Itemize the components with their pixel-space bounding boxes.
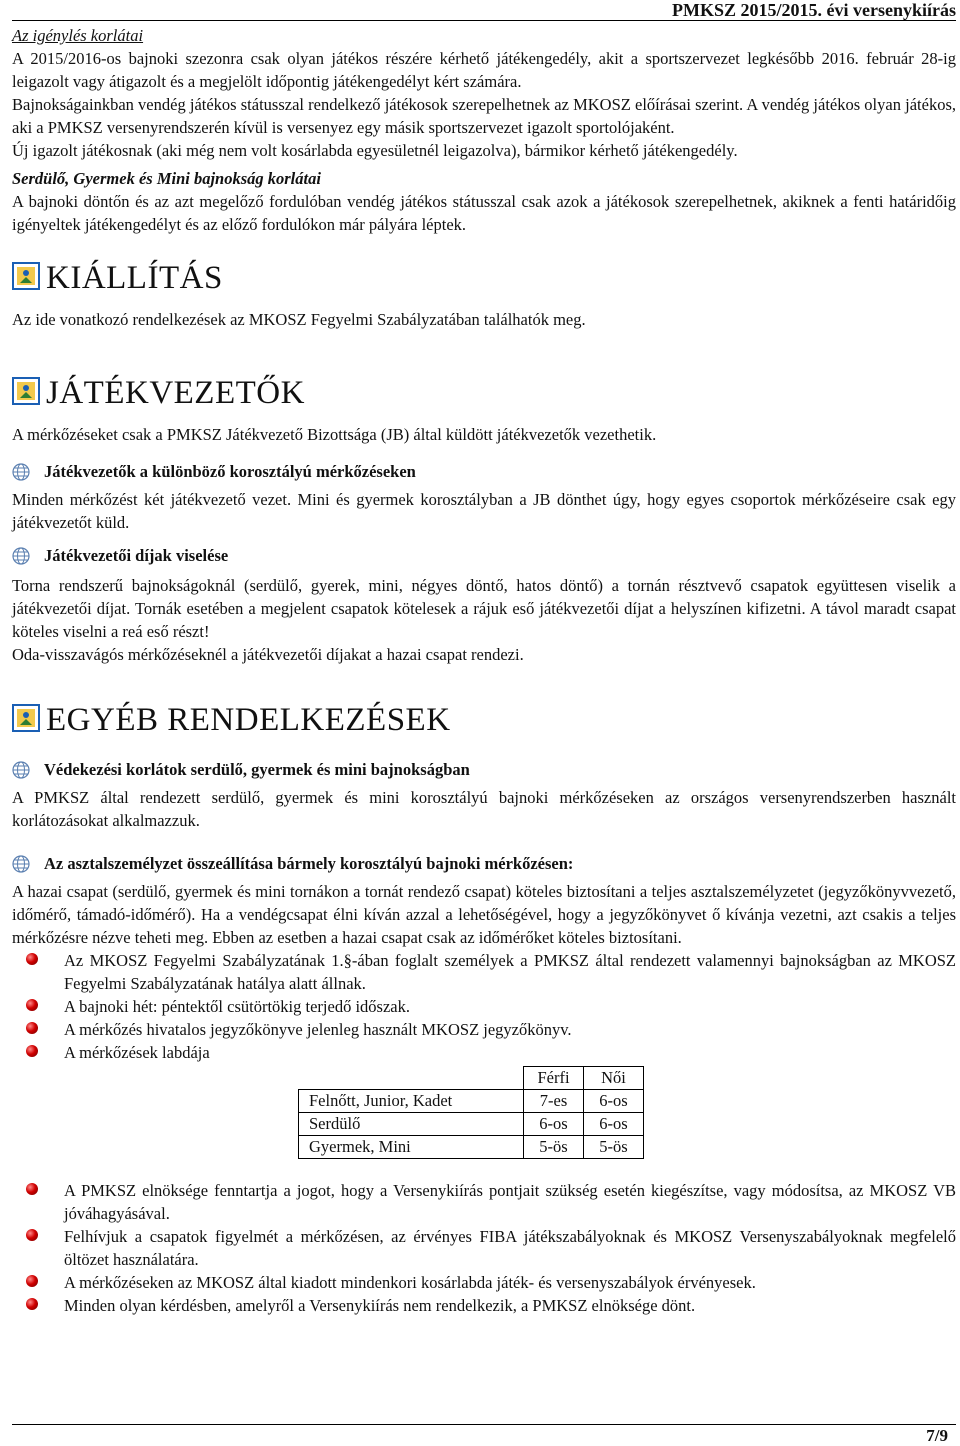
page-content xyxy=(12,24,956,1317)
table-row xyxy=(299,1090,644,1113)
list-item xyxy=(12,995,956,1018)
paragraph: A mérkőzéseket csak a PMKSZ Játékvezető Bizottsága (JB) által küldött játékvezetők vezethetik. xyxy=(12,425,657,444)
table-header-cell: Férfi xyxy=(524,1067,584,1090)
paragraph: Minden mérkőzést két játékvezető vezet. Mini és gyermek korosztályban a JB dönthet úgy, hogy egyes csoportok mérkőzéseire csak egy játékvezetőt küld. xyxy=(12,490,956,532)
list-item-text: Felhívjuk a csapatok figyelmét a mérkőzésen, az érvényes FIBA játékszabályoknak és MKOSZ Versenyszabályoknak megfelelő öltözet használatára. xyxy=(64,1227,956,1269)
heading-text: EGYÉB RENDELKEZÉSEK xyxy=(46,702,451,738)
heading-kiallitas xyxy=(12,256,956,296)
table-cell: 6-os xyxy=(584,1113,644,1136)
table-cell: 7-es xyxy=(524,1090,584,1113)
subheading-jv-dijak xyxy=(12,544,956,568)
paragraph: Új igazolt játékosnak (aki még nem volt kosárlabda egyesületnél leigazolva), bármikor kérhető játékengedély. xyxy=(12,141,738,160)
header-divider xyxy=(12,20,956,21)
paragraph: A 2015/2016-os bajnoki szezonra csak olyan játékos részére kérhető játékengedély, akit a sportszervezet legkésőbb 2016. február 28-ig leigazolt vagy átigazolt és a megjelölt időpontig játékengedélyt kért számára. xyxy=(12,49,956,91)
red-ball-bullet-icon xyxy=(26,1022,38,1034)
section-heading-icon xyxy=(12,262,40,290)
bullet-list-a xyxy=(12,949,956,1064)
list-item xyxy=(12,1018,956,1041)
table-cell: 5-ös xyxy=(584,1136,644,1159)
red-ball-bullet-icon xyxy=(26,1229,38,1241)
subheading-text: Védekezési korlátok serdülő, gyermek és mini bajnokságban xyxy=(44,760,470,779)
paragraph: Oda-visszavágós mérkőzéseknél a játékvezetői díjakat a hazai csapat rendezi. xyxy=(12,645,524,664)
paragraph: A PMKSZ által rendezett serdülő, gyermek és mini korosztályú bajnoki mérkőzéseken az országos versenyrendszerben használt korlátozásokat alkalmazzuk. xyxy=(12,788,956,830)
paragraph: Az ide vonatkozó rendelkezések az MKOSZ Fegyelmi Szabályzatában találhatók meg. xyxy=(12,310,586,329)
paragraph: A hazai csapat (serdülő, gyermek és mini tornákon a tornát rendező csapat) köteles biztosítani a teljes asztalszemélyzetet (jegyzőkönyvvezető, időmérő, támadó-időmérő). Ha a vendégcsapat élni kíván azzal a lehetőségével, hogy a jegyzőkönyvet ő kívánja vezetni, azt csakis a teljes mérkőzésre nézve teheti meg. Ebben az esetben a hazai csapat csak az időmérőket köteles biztosítani. xyxy=(12,882,956,947)
table-header-row xyxy=(299,1067,644,1090)
globe-grid-icon xyxy=(12,463,30,481)
table-cell-category: Serdülő xyxy=(299,1113,524,1136)
section-heading-icon xyxy=(12,704,40,732)
list-item-text: A bajnoki hét: péntektől csütörtökig terjedő időszak. xyxy=(64,997,410,1016)
subheading-text: Játékvezetők a különböző korosztályú mérkőzéseken xyxy=(44,462,416,481)
list-item-text: A mérkőzéseken az MKOSZ által kiadott mindenkori kosárlabda játék- és versenyszabályok érvényesek. xyxy=(64,1273,756,1292)
subheading-jv-korosztaly xyxy=(12,460,956,484)
red-ball-bullet-icon xyxy=(26,1045,38,1057)
list-item-text: A mérkőzés hivatalos jegyzőkönyve jelenleg használt MKOSZ jegyzőkönyv. xyxy=(64,1020,572,1039)
page-number: 7/9 xyxy=(926,1426,948,1445)
globe-grid-icon xyxy=(12,855,30,873)
list-item xyxy=(12,1294,956,1317)
subheading-asztalszemelyzet xyxy=(12,852,956,876)
list-item xyxy=(12,1179,956,1225)
list-item xyxy=(12,1041,956,1064)
table-cell: 6-os xyxy=(524,1113,584,1136)
heading-text: JÁTÉKVEZETŐK xyxy=(46,375,305,411)
red-ball-bullet-icon xyxy=(26,953,38,965)
heading-egyeb xyxy=(12,698,956,738)
table-cell: 6-os xyxy=(584,1090,644,1113)
section-title-serdulo: Serdülő, Gyermek és Mini bajnokság korlátai xyxy=(12,169,321,188)
paragraph: A bajnoki döntőn és az azt megelőző fordulóban vendég játékos státusszal csak azok a játékosok szerepelhetnek, akiknek a fenti határidőig igényeltek játékengedélyt és az előző fordulókon már pályára léptek. xyxy=(12,192,956,234)
table-corner-cell xyxy=(299,1067,524,1090)
heading-text: KIÁLLÍTÁS xyxy=(46,260,223,296)
running-header: PMKSZ 2015/2015. évi versenykiírás xyxy=(672,0,956,20)
subheading-text: Játékvezetői díjak viselése xyxy=(44,546,229,565)
globe-grid-icon xyxy=(12,547,30,565)
red-ball-bullet-icon xyxy=(26,999,38,1011)
section-heading-icon xyxy=(12,377,40,405)
list-item xyxy=(12,949,956,995)
paragraph: Bajnokságainkban vendég játékos státusszal rendelkező játékosok szerepelhetnek az MKOSZ előírásai szerint. A vendég játékos olyan játékos, aki a PMKSZ versenyrendszerén kívül is versenyez egy másik sportszervezet igazolt sportolójaként. xyxy=(12,95,956,137)
list-item xyxy=(12,1271,956,1294)
table-cell-category: Felnőtt, Junior, Kadet xyxy=(299,1090,524,1113)
red-ball-bullet-icon xyxy=(26,1275,38,1287)
table-cell-category: Gyermek, Mini xyxy=(299,1136,524,1159)
bullet-list-b xyxy=(12,1179,956,1317)
red-ball-bullet-icon xyxy=(26,1183,38,1195)
list-item-text: Minden olyan kérdésben, amelyről a Versenykiírás nem rendelkezik, a PMKSZ elnöksége dönt. xyxy=(64,1296,696,1315)
table-row xyxy=(299,1113,644,1136)
subheading-vedekezes xyxy=(12,758,956,782)
table-row xyxy=(299,1136,644,1159)
footer-divider xyxy=(12,1424,956,1425)
globe-grid-icon xyxy=(12,761,30,779)
ball-size-table xyxy=(298,1066,644,1159)
subheading-text: Az asztalszemélyzet összeállítása bármely korosztályú bajnoki mérkőzésen: xyxy=(44,854,574,873)
list-item xyxy=(12,1225,956,1271)
paragraph: Torna rendszerű bajnokságoknál (serdülő, gyerek, mini, négyes döntő, hatos döntő) a tornán résztvevő csapatok együttesen viselik a játékvezetői díjat. Tornák esetében a megjelent csapatok kötelesek a rájuk eső játékvezetői díjat a helyszínen kifizetni. A távol maradt csapat köteles viselni a reá eső részt! xyxy=(12,576,956,641)
heading-jatekvezetok xyxy=(12,371,956,411)
red-ball-bullet-icon xyxy=(26,1298,38,1310)
list-item-text: A PMKSZ elnöksége fenntartja a jogot, hogy a Versenykiírás pontjait szükség esetén kiegészítse, vagy módosítsa, az MKOSZ VB jóváhagyásával. xyxy=(64,1181,956,1223)
table-cell: 5-ös xyxy=(524,1136,584,1159)
table-header-cell: Női xyxy=(584,1067,644,1090)
list-item-text: A mérkőzések labdája xyxy=(64,1043,210,1062)
list-item-text: Az MKOSZ Fegyelmi Szabályzatának 1.§-ában foglalt személyek a PMKSZ által rendezett valamennyi bajnokságban az MKOSZ Fegyelmi Szabályzatának hatálya alatt állnak. xyxy=(64,951,956,993)
section-title-igenyles: Az igénylés korlátai xyxy=(12,26,144,45)
